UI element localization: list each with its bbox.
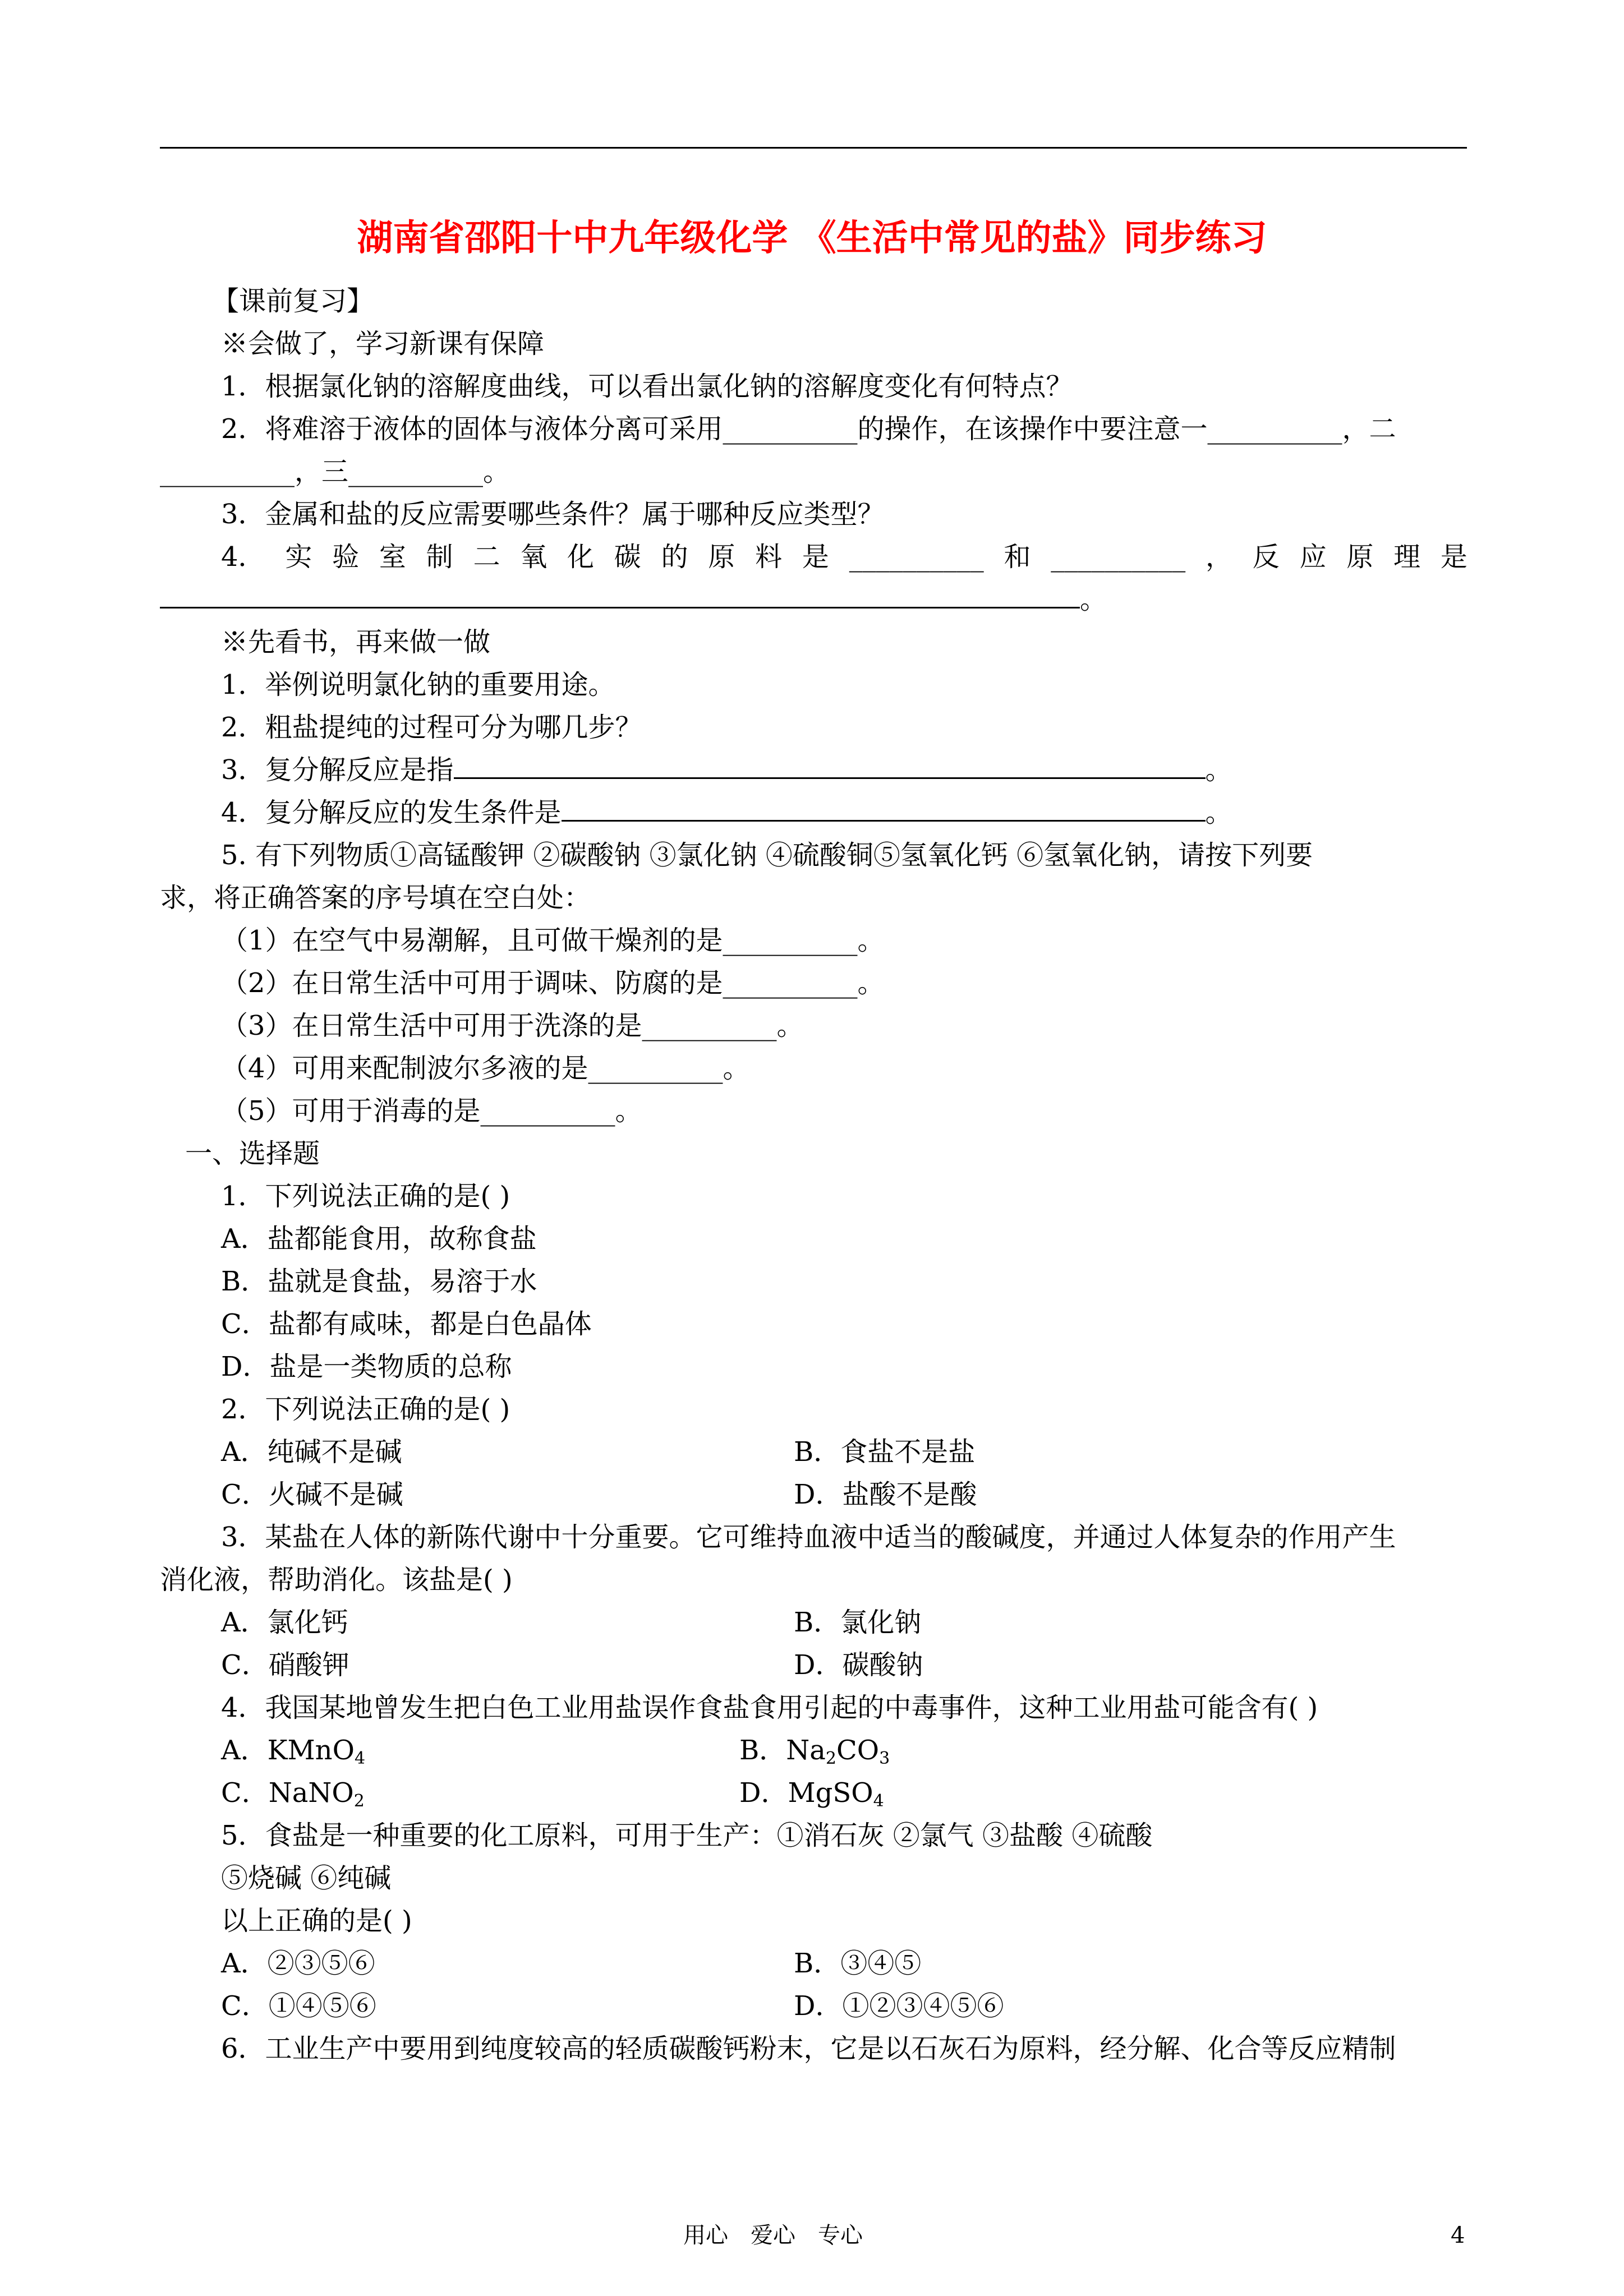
review-question-2-line1: 2．将难溶于液体的固体与液体分离可采用__________的操作，在该操作中要注意一__________，二	[221, 413, 1396, 445]
choice-option: B．食盐不是盐	[794, 1436, 976, 1468]
preread-question-4: 4．复分解反应的发生条件是 。	[221, 793, 1232, 832]
review-question-4-line1: 4． 实 验 室 制 二 氧 化 碳 的 原 料 是 __________ 和 __________ ， 反 应 原 理 是	[221, 541, 1467, 573]
choice-option: D．盐是一类物质的总称	[221, 1351, 512, 1382]
choice-option: D．盐酸不是酸	[794, 1479, 977, 1510]
preread-question-1: 1．举例说明氯化钠的重要用途。	[221, 669, 615, 700]
page-number: 4	[1451, 2223, 1465, 2248]
choice-question-5-line2: ⑤烧碱 ⑥纯碱	[221, 1862, 392, 1894]
choice-option: D．MgSO$_4$	[739, 1777, 884, 1811]
preread-sub-3: （3）在日常生活中可用于洗涤的是__________。	[221, 1010, 804, 1041]
choice-option: D．①②③④⑤⑥	[794, 1990, 1004, 2022]
choice-option: B．氯化钠	[794, 1607, 922, 1638]
choice-question-1: 1．下列说法正确的是( )	[221, 1181, 510, 1212]
review-intro: ※会做了，学习新课有保障	[221, 328, 545, 359]
choice-option: D．碳酸钠	[794, 1649, 923, 1681]
choice-option: A．盐都能食用，故称食盐	[221, 1223, 537, 1255]
choice-option: C．NaNO$_2$	[221, 1777, 365, 1811]
choice-question-5-line1: 5．食盐是一种重要的化工原料，可用于生产：①消石灰 ②氯气 ③盐酸 ④硫酸	[221, 1820, 1153, 1851]
choice-option: A．KMnO$_4$	[221, 1735, 366, 1768]
answer-blank	[562, 794, 1206, 822]
section-heading: 一、选择题	[185, 1138, 320, 1169]
document-title: 湖南省邵阳十中九年级化学 《生活中常见的盐》同步练习	[357, 217, 1267, 259]
choice-option: C．火碱不是碱	[221, 1479, 403, 1510]
preread-sub-2: （2）在日常生活中可用于调味、防腐的是__________。	[221, 967, 885, 999]
review-heading: 【课前复习】	[212, 285, 374, 317]
answer-blank	[160, 581, 1080, 608]
choice-option: A．②③⑤⑥	[221, 1948, 375, 1979]
header-rule	[160, 147, 1467, 149]
preread-question-2: 2．粗盐提纯的过程可分为哪几步？	[221, 712, 642, 743]
choice-option: C．①④⑤⑥	[221, 1990, 376, 2022]
choice-option: C．硝酸钾	[221, 1649, 349, 1681]
choice-question-5-line3: 以上正确的是( )	[221, 1905, 412, 1937]
preread-question-5-line2: 求，将正确答案的序号填在空白处：	[160, 882, 591, 914]
choice-question-2: 2．下列说法正确的是( )	[221, 1394, 510, 1425]
review-question-4-line2: 。	[160, 580, 1107, 619]
choice-question-6: 6．工业生产中要用到纯度较高的轻质碳酸钙粉末，它是以石灰石为原料，经分解、化合等反应精制	[221, 2033, 1396, 2064]
answer-blank	[454, 751, 1206, 779]
review-question-1: 1．根据氯化钠的溶解度曲线，可以看出氯化钠的溶解度变化有何特点？	[221, 371, 1073, 402]
choice-option: B．③④⑤	[794, 1948, 922, 1979]
preread-question-3: 3．复分解反应是指 。	[221, 750, 1232, 790]
preread-question-5-line1: 5. 有下列物质①高锰酸钾 ②碳酸钠 ③氯化钠 ④硫酸铜⑤氢氧化钙 ⑥氢氧化钠，请按下列要	[221, 840, 1313, 871]
choice-option: A．纯碱不是碱	[221, 1436, 402, 1468]
choice-option: B．盐就是食盐，易溶于水	[221, 1266, 537, 1297]
review-question-3: 3．金属和盐的反应需要哪些条件？属于哪种反应类型？	[221, 499, 885, 530]
choice-question-3-line1: 3．某盐在人体的新陈代谢中十分重要。它可维持血液中适当的酸碱度，并通过人体复杂的作用产生	[221, 1522, 1396, 1553]
choice-option: A．氯化钙	[221, 1607, 348, 1638]
choice-option: C．盐都有咸味，都是白色晶体	[221, 1308, 592, 1340]
choice-question-3-line2: 消化液，帮助消化。该盐是( )	[160, 1564, 513, 1596]
review-question-2-line2: __________，三__________。	[160, 456, 510, 487]
preread-intro: ※先看书，再来做一做	[221, 626, 491, 658]
preread-sub-5: （5）可用于消毒的是__________。	[221, 1095, 642, 1127]
preread-sub-4: （4）可用来配制波尔多液的是__________。	[221, 1053, 750, 1084]
footer-motto: 用心 爱心 专心	[683, 2223, 863, 2248]
choice-question-4: 4．我国某地曾发生把白色工业用盐误作食盐食用引起的中毒事件，这种工业用盐可能含有( )	[221, 1692, 1318, 1723]
preread-sub-1: （1）在空气中易潮解，且可做干燥剂的是__________。	[221, 925, 885, 956]
choice-option: B．$Na_2CO_3$	[739, 1735, 890, 1768]
